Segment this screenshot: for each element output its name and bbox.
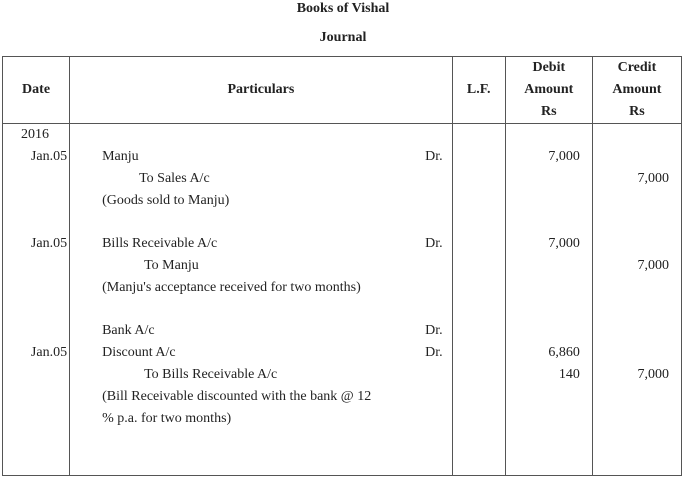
credit-account: To Sales A/c xyxy=(139,171,210,186)
year-label: 2016 xyxy=(21,127,50,142)
debit-amount: 7,000 xyxy=(548,149,580,164)
credit-amount: 7,000 xyxy=(637,258,669,273)
debit-account-line xyxy=(70,233,452,255)
debit-account-line xyxy=(70,320,452,342)
narration: (Bill Receivable discounted with the bank @ 12 % p.a. for two months) xyxy=(102,389,372,426)
debit-account: Bills Receivable A/c xyxy=(102,236,218,251)
dr-marker: Dr. xyxy=(425,236,443,251)
dr-marker: Dr. xyxy=(425,149,443,164)
narration: (Manju's acceptance received for two months) xyxy=(102,280,361,295)
entry-date: Jan.05 xyxy=(30,236,68,251)
col-header-debit-line: Amount xyxy=(524,82,574,97)
debit-account-line xyxy=(70,342,452,364)
col-header-debit-line: Debit xyxy=(532,60,566,75)
journal-table xyxy=(2,56,682,476)
col-header-particulars: Particulars xyxy=(70,57,453,124)
books-title: Books of Vishal xyxy=(296,1,390,16)
debit-account: Manju xyxy=(102,149,139,164)
entry-date: Jan.05 xyxy=(30,149,68,164)
debit-column xyxy=(505,124,592,476)
journal-body-row xyxy=(3,124,682,476)
header-row xyxy=(3,57,682,124)
debit-account-line xyxy=(70,146,452,168)
lf-column xyxy=(452,124,505,476)
credit-amount: 7,000 xyxy=(637,171,669,186)
debit-account: Bank A/c xyxy=(102,323,155,338)
credit-amount: 7,000 xyxy=(637,367,669,382)
credit-account: To Bills Receivable A/c xyxy=(144,367,278,382)
debit-account: Discount A/c xyxy=(102,345,176,360)
dr-marker: Dr. xyxy=(425,345,443,360)
col-header-credit-line: Credit xyxy=(617,60,657,75)
credit-account: To Manju xyxy=(144,258,199,273)
particulars-column xyxy=(70,124,453,476)
entry-date: Jan.05 xyxy=(30,345,68,360)
col-header-lf: L.F. xyxy=(452,57,505,124)
debit-amount: 140 xyxy=(558,367,580,382)
col-header-date: Date xyxy=(3,57,70,124)
col-header-credit-line: Amount xyxy=(612,82,662,97)
col-header-debit xyxy=(505,57,592,124)
narration: (Goods sold to Manju) xyxy=(102,193,230,208)
debit-amount: 6,860 xyxy=(548,345,580,360)
col-header-credit xyxy=(592,57,681,124)
journal-title: Journal xyxy=(319,30,367,45)
dr-marker: Dr. xyxy=(425,323,443,338)
col-header-debit-line: Rs xyxy=(541,104,557,119)
debit-amount: 7,000 xyxy=(548,236,580,251)
date-column xyxy=(3,124,70,476)
col-header-credit-line: Rs xyxy=(629,104,645,119)
credit-column xyxy=(592,124,681,476)
